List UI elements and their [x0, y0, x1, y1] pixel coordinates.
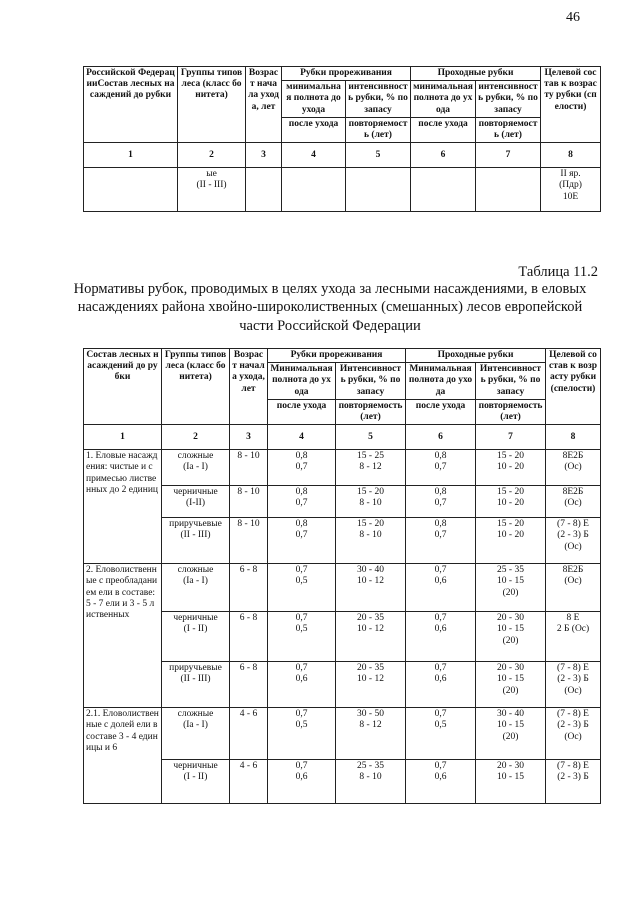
cell-age: 8 - 10	[230, 486, 268, 518]
table-title: Нормативы рубок, проводимых в целях ухода за лесными насаждениями, в еловых насаждениях района хвойно-широколиственных (смешанных) лесов европейской части Российской Федерации	[73, 281, 587, 334]
table-11-2	[83, 348, 601, 804]
table-row	[84, 450, 601, 486]
t1-cell	[476, 168, 541, 212]
cell-d2: 0,8 0,7	[406, 518, 476, 564]
t1-header-thinning: Рубки прореживания	[282, 67, 411, 81]
t2-header-age: Возраст начала ухода, лет	[230, 349, 268, 425]
t2-header-after-care: после ухода	[268, 399, 336, 424]
cell-target: (7 - 8) Е (2 - 3) Б	[546, 760, 601, 804]
cell-type: приручьевые (II - III)	[162, 662, 230, 708]
table-row	[84, 708, 601, 760]
t1-header-repeat-2: повторяемость (лет)	[476, 117, 541, 142]
table-continuation	[83, 66, 601, 212]
t1-header-age: Возраст начала ухода, лет	[246, 67, 282, 143]
cell-age: 6 - 8	[230, 612, 268, 662]
t1-header-composition: Российской ФедерацииСостав лесных насаждений до рубки	[84, 67, 178, 143]
t1-colnum: 4	[282, 143, 346, 168]
cell-type: сложные (Iа - I)	[162, 450, 230, 486]
table-row	[84, 518, 601, 564]
t2-column-numbers	[84, 425, 601, 450]
cell-d1: 0,8 0,7	[268, 486, 336, 518]
table-row	[84, 612, 601, 662]
cell-d2: 0,7 0,6	[406, 760, 476, 804]
cell-i1: 30 - 50 8 - 12	[336, 708, 406, 760]
cell-age: 8 - 10	[230, 450, 268, 486]
table-row	[84, 662, 601, 708]
cell-type: черничные (I - II)	[162, 760, 230, 804]
cell-type: сложные (Iа - I)	[162, 708, 230, 760]
cell-i1: 15 - 20 8 - 10	[336, 486, 406, 518]
cell-target: 8Е2Б (Ос)	[546, 486, 601, 518]
cell-age: 4 - 6	[230, 708, 268, 760]
t2-header-repeat: повторяемость (лет)	[336, 399, 406, 424]
t1-header-repeat: повторяемость (лет)	[346, 117, 411, 142]
cell-age: 4 - 6	[230, 760, 268, 804]
cell-target: 8Е2Б (Ос)	[546, 564, 601, 612]
page-number: 46	[566, 10, 580, 25]
t1-header-intensity: интенсивность рубки, % по запасу	[346, 81, 411, 118]
cell-d1: 0,7 0,6	[268, 760, 336, 804]
t2-header-forest-type: Группы типов леса (класс бонитета)	[162, 349, 230, 425]
cell-i2: 15 - 20 10 - 20	[476, 518, 546, 564]
t1-column-numbers	[84, 143, 601, 168]
t2-header-target: Целевой состав к возрасту рубки (спелости)	[546, 349, 601, 425]
t1-colnum: 2	[178, 143, 246, 168]
cell-i1: 20 - 35 10 - 12	[336, 662, 406, 708]
group-name: 1. Еловые насаждения: чистые и с примесью лиственных до 2 единиц	[84, 450, 162, 564]
table-row	[84, 168, 601, 212]
t1-cell-target: II яр. (Пдр) 10Е	[541, 168, 601, 212]
table-row	[84, 486, 601, 518]
cell-i2: 20 - 30 10 - 15 (20)	[476, 662, 546, 708]
cell-d2: 0,8 0,7	[406, 450, 476, 486]
cell-i1: 30 - 40 10 - 12	[336, 564, 406, 612]
t1-cell	[282, 168, 346, 212]
cell-d1: 0,8 0,7	[268, 518, 336, 564]
t1-colnum: 8	[541, 143, 601, 168]
t2-header-intensity: Интенсивность рубки, % по запасу	[336, 363, 406, 400]
cell-d1: 0,7 0,5	[268, 612, 336, 662]
cell-target: 8Е2Б (Ос)	[546, 450, 601, 486]
t2-colnum: 4	[268, 425, 336, 450]
cell-age: 6 - 8	[230, 564, 268, 612]
t1-header-passing: Проходные рубки	[411, 67, 541, 81]
t1-header-forest-type: Группы типов леса (класс бонитета)	[178, 67, 246, 143]
cell-target: 8 Е 2 Б (Ос)	[546, 612, 601, 662]
cell-d2: 0,7 0,6	[406, 612, 476, 662]
cell-d1: 0,7 0,5	[268, 708, 336, 760]
cell-type: сложные (Iа - I)	[162, 564, 230, 612]
t2-colnum: 5	[336, 425, 406, 450]
table-row	[84, 564, 601, 612]
t1-colnum: 3	[246, 143, 282, 168]
t1-cell	[411, 168, 476, 212]
cell-i2: 20 - 30 10 - 15	[476, 760, 546, 804]
group-name: 2.1. Еловолиственные с долей ели в составе 3 - 4 единицы и 6	[84, 708, 162, 804]
cell-i2: 15 - 20 10 - 20	[476, 486, 546, 518]
t1-colnum: 7	[476, 143, 541, 168]
t2-header-min-density-2: Минимальная полнота до ухода	[406, 363, 476, 400]
t2-header-repeat-2: повторяемость (лет)	[476, 399, 546, 424]
t2-colnum: 6	[406, 425, 476, 450]
t1-cell	[346, 168, 411, 212]
cell-type: черничные (I-II)	[162, 486, 230, 518]
t1-header-intensity-2: интенсивность рубки, % по запасу	[476, 81, 541, 118]
t1-colnum: 6	[411, 143, 476, 168]
t2-colnum: 2	[162, 425, 230, 450]
t2-header-min-density: Минимальная полнота до ухода	[268, 363, 336, 400]
t2-header-composition: Состав лесных насаждений до рубки	[84, 349, 162, 425]
t1-header-target: Целевой состав к возрасту рубки (спелости)	[541, 67, 601, 143]
t1-header-after-care-2: после ухода	[411, 117, 476, 142]
cell-i1: 15 - 20 8 - 10	[336, 518, 406, 564]
t1-cell-composition	[84, 168, 178, 212]
t2-header-thinning: Рубки прореживания	[268, 349, 406, 363]
table-label: Таблица 11.2	[518, 264, 598, 280]
t2-header-passing: Проходные рубки	[406, 349, 546, 363]
cell-target: (7 - 8) Е (2 - 3) Б (Ос)	[546, 662, 601, 708]
cell-i2: 30 - 40 10 - 15 (20)	[476, 708, 546, 760]
t1-colnum: 5	[346, 143, 411, 168]
t2-colnum: 8	[546, 425, 601, 450]
table-row	[84, 760, 601, 804]
cell-age: 8 - 10	[230, 518, 268, 564]
cell-i1: 25 - 35 8 - 10	[336, 760, 406, 804]
group-name: 2. Еловолиственные с преобладанием ели в составе: 5 - 7 ели и 3 - 5 лиственных	[84, 564, 162, 708]
t2-colnum: 7	[476, 425, 546, 450]
t2-header-intensity-2: Интенсивность рубки, % по запасу	[476, 363, 546, 400]
cell-d1: 0,7 0,5	[268, 564, 336, 612]
cell-d2: 0,8 0,7	[406, 486, 476, 518]
cell-age: 6 - 8	[230, 662, 268, 708]
cell-d2: 0,7 0,6	[406, 662, 476, 708]
cell-target: (7 - 8) Е (2 - 3) Б (Ос)	[546, 708, 601, 760]
cell-i2: 20 - 30 10 - 15 (20)	[476, 612, 546, 662]
cell-i2: 15 - 20 10 - 20	[476, 450, 546, 486]
cell-d2: 0,7 0,6	[406, 564, 476, 612]
t1-header-min-density: минимальная полнота до ухода	[282, 81, 346, 118]
t1-header-min-density-2: минимальная полнота до ухода	[411, 81, 476, 118]
cell-i1: 20 - 35 10 - 12	[336, 612, 406, 662]
cell-type: приручьевые (II - III)	[162, 518, 230, 564]
cell-d2: 0,7 0,5	[406, 708, 476, 760]
t2-colnum: 3	[230, 425, 268, 450]
cell-target: (7 - 8) Е (2 - 3) Б (Ос)	[546, 518, 601, 564]
cell-type: черничные (I - II)	[162, 612, 230, 662]
t2-header-after-care-2: после ухода	[406, 399, 476, 424]
cell-i1: 15 - 25 8 - 12	[336, 450, 406, 486]
t1-cell	[246, 168, 282, 212]
t2-colnum: 1	[84, 425, 162, 450]
cell-d1: 0,7 0,6	[268, 662, 336, 708]
t1-header-after-care: после ухода	[282, 117, 346, 142]
cell-i2: 25 - 35 10 - 15 (20)	[476, 564, 546, 612]
t1-cell-forest-type: ые (II - III)	[178, 168, 246, 212]
t1-colnum: 1	[84, 143, 178, 168]
cell-d1: 0,8 0,7	[268, 450, 336, 486]
